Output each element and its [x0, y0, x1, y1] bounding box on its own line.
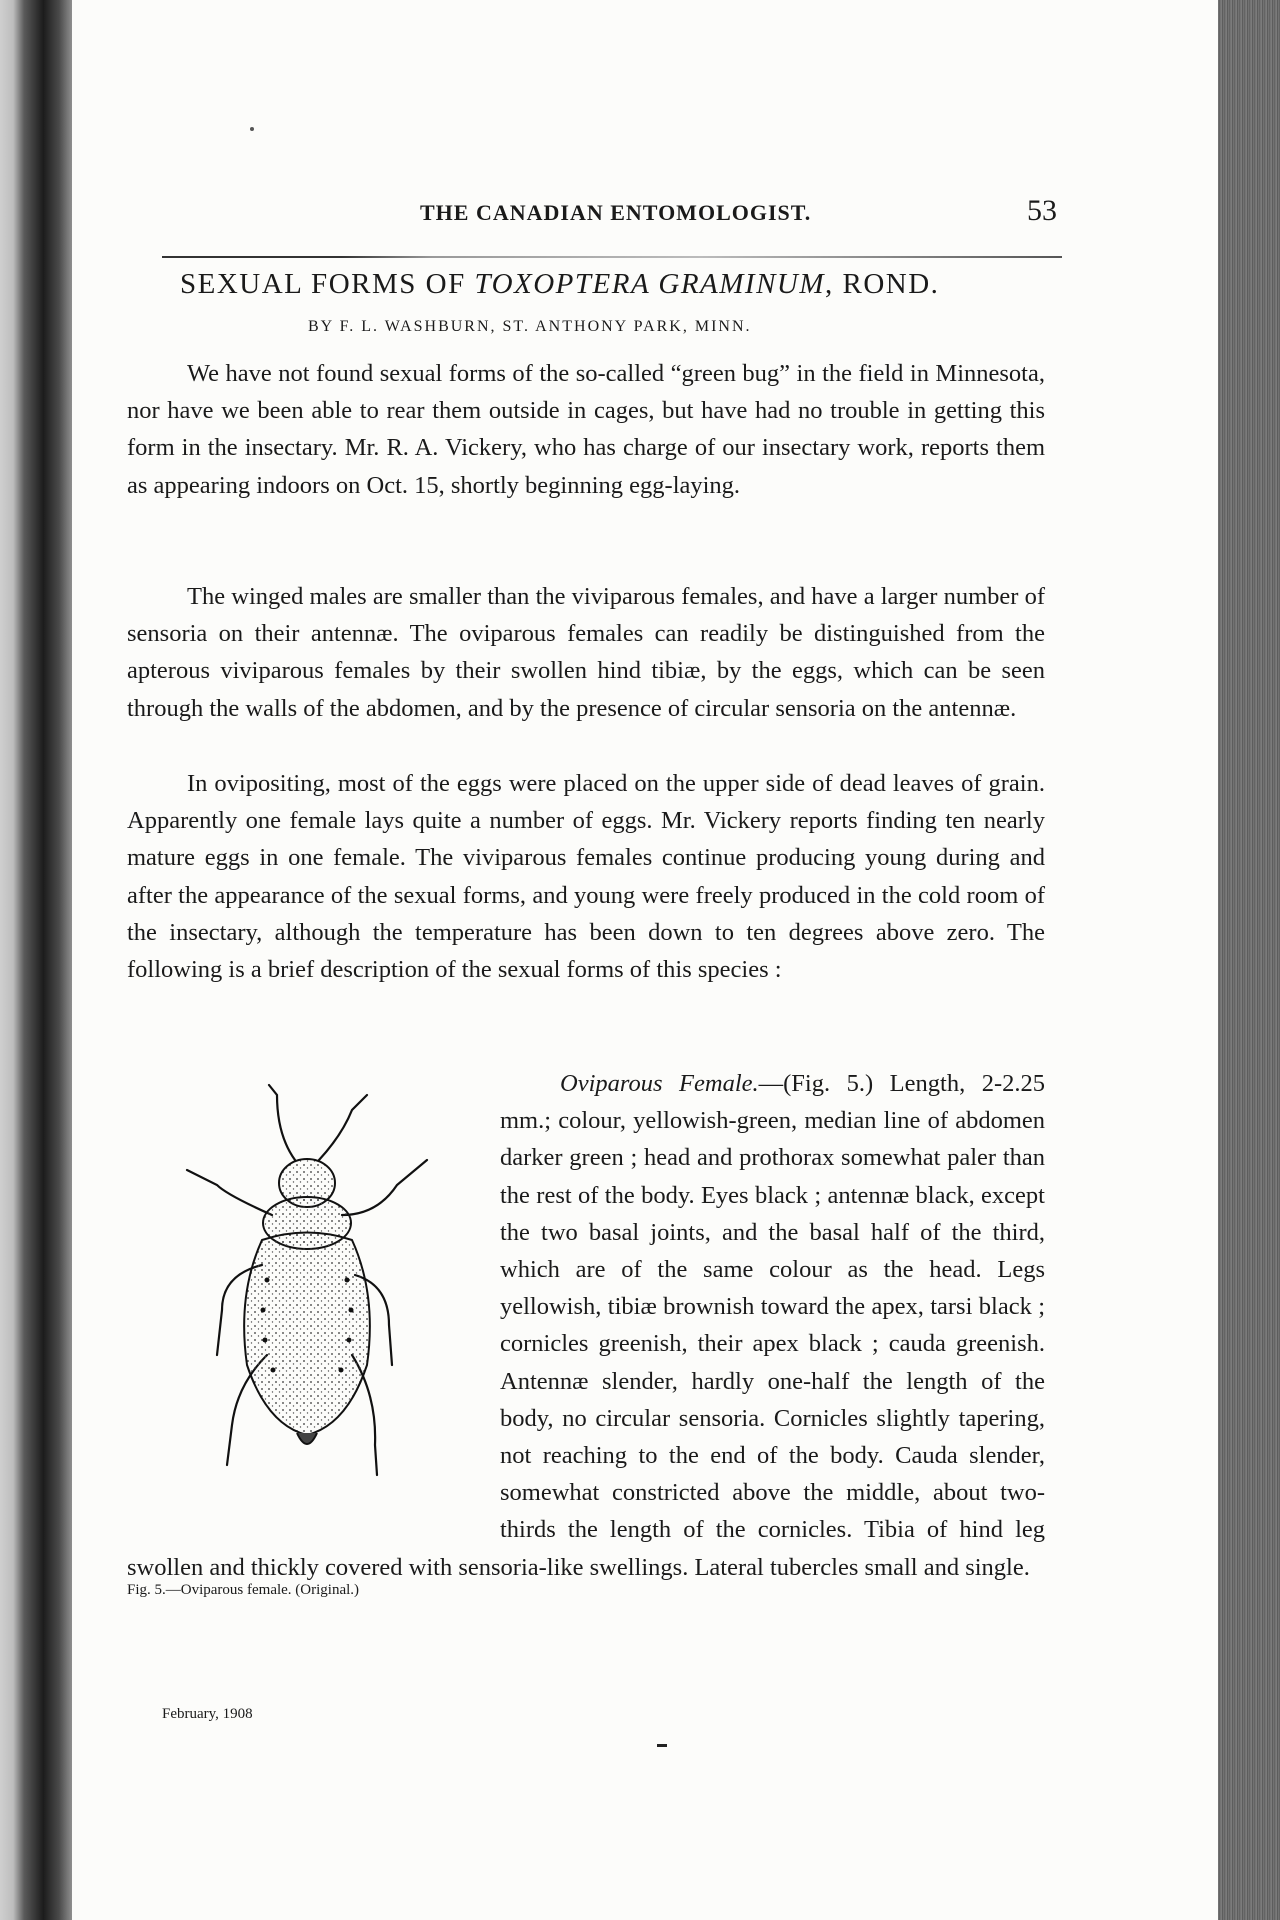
page-edges-right — [1218, 0, 1280, 1920]
book-gutter — [44, 0, 74, 1920]
header-rule — [162, 256, 1062, 258]
book-spine-left — [0, 0, 44, 1920]
byline: BY F. L. WASHBURN, ST. ANTHONY PARK, MINN. — [308, 318, 752, 335]
title-species: TOXOPTERA GRAMINUM — [474, 268, 826, 300]
figure-caption: Fig. 5.—Oviparous female. (Original.) — [127, 1582, 360, 1598]
signature-mark — [657, 1744, 667, 1747]
paragraph-text: In ovipositing, most of the eggs were placed on the upper side of dead leaves of grain. Apparently one female lays quite a number of eggs. Mr. Vickery reports finding ten nearly mature eggs in one female. The viviparous females continue producing young during and after the appearance of the sexual forms, and young were freely produced in the cold room of the insectary, although the temperature has been down to ten degrees above zero. The following is a brief description of the sexual forms of this species : — [127, 770, 1045, 984]
aphid-illustration — [127, 1065, 482, 1485]
footer-date: February, 1908 — [162, 1706, 253, 1722]
page-number: 53 — [1027, 194, 1057, 227]
title-suffix: , ROND. — [825, 268, 940, 300]
speck-mark — [250, 127, 254, 131]
paragraph-text: We have not found sexual forms of the so-called “green bug” in the field in Minnesota, nor have we been able to rear them outside in cages, but have had no trouble in getting this form in the insectary. Mr. R. A. Vickery, who has charge of our insectary work, reports them as appearing indoors on Oct. 15, shortly beginning egg-laying. — [127, 360, 1045, 499]
figure-area — [127, 1065, 482, 1523]
paragraph-1 — [127, 355, 1045, 518]
paragraph-text: The winged males are smaller than the viviparous females, and have a larger number of sensoria on their antennæ. The oviparous females can readily be distinguished from the apterous viviparous females by their swollen hind tibiæ, by the eggs, which can be seen through the walls of the abdomen, and by the presence of circular sensoria on the antennæ. — [127, 583, 1045, 722]
book-page — [72, 0, 1218, 1920]
running-head — [72, 194, 1218, 240]
description-text: —(Fig. 5.) Length, 2-2.25 mm.; colour, yellowish-green, median line of abdomen darker green ; head and prothorax somewhat paler than the rest of the body. Eyes black ; antennæ black, except the two basal joints, and the basal half of the third, which are of the same colour as the head. Legs yellowish, tibiæ brownish toward the apex, tarsi black ; cornicles greenish, their apex black ; cauda greenish. Antennæ slender, hardly one-half the length of the body, no circular sensoria. Cornicles slightly tapering, not reaching to the end of the body. Cauda slender, somewhat constricted above the middle, about two-thirds the length of the cornicles. Tibia of hind leg swollen and thickly covered with sensoria-like swellings. Lateral tubercles small and single. — [127, 1070, 1045, 1581]
journal-title: THE CANADIAN ENTOMOLOGIST. — [420, 200, 812, 225]
paragraph-2 — [127, 578, 1045, 741]
paragraph-3 — [127, 765, 1045, 1002]
description-lead: Oviparous Female. — [560, 1070, 759, 1097]
description-paragraph — [127, 1065, 1045, 1586]
article-title — [180, 268, 1080, 301]
title-prefix: SEXUAL FORMS OF — [180, 268, 475, 300]
